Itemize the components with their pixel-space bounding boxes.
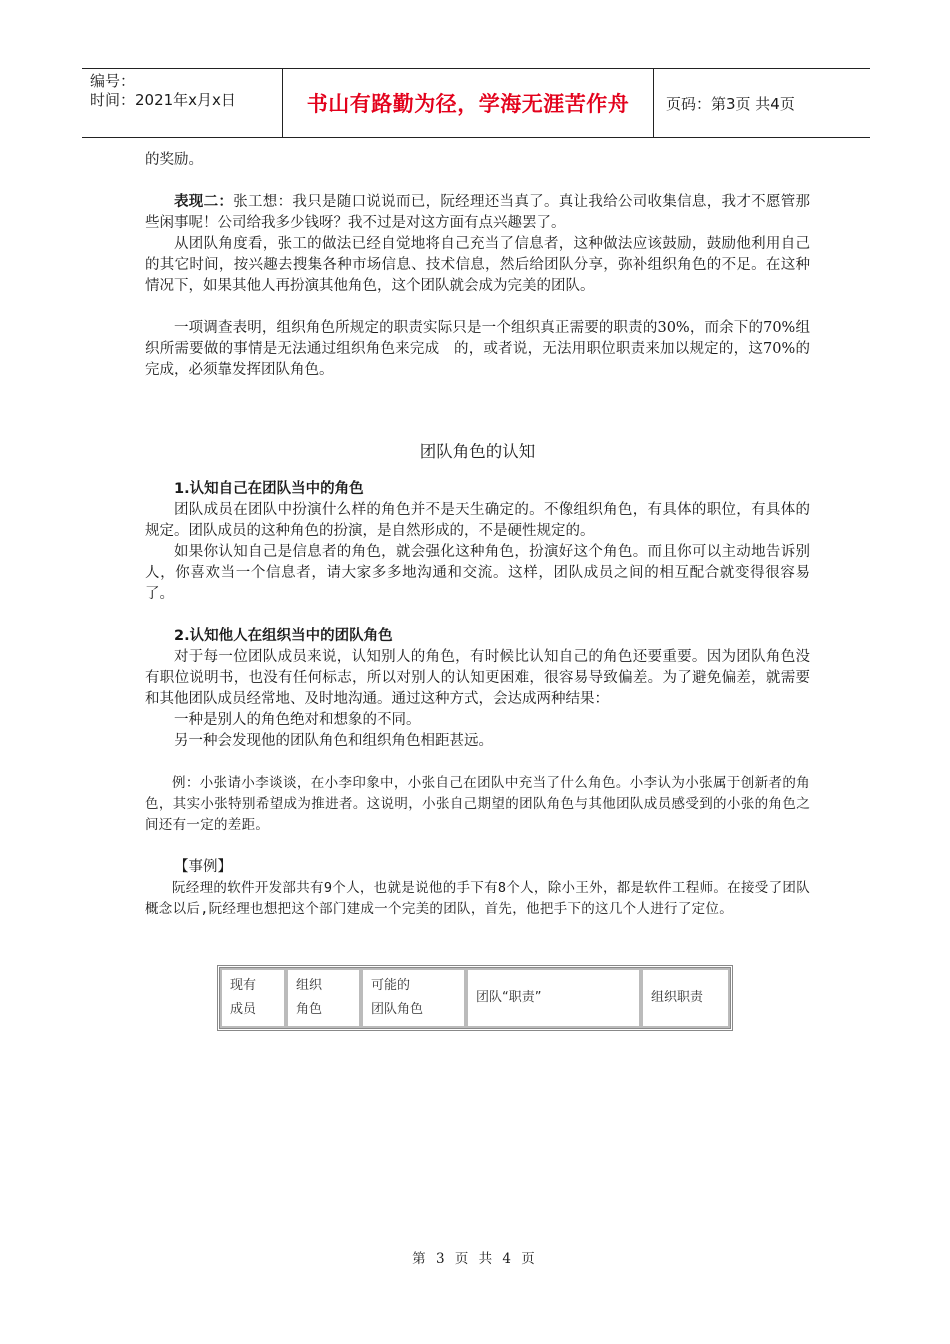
table-header-cell: 组织 角色 — [286, 968, 361, 1028]
table-header-row — [220, 968, 730, 1028]
paragraph-1-body: 张工想：我只是随口说说而已，阮经理还当真了。真让我给公司收集信息，我才不愿管那些闲事呢！公司给我多少钱呀？我不过是对这方面有点兴趣罢了。 — [145, 194, 811, 231]
case-paragraph: 阮经理的软件开发部共有9个人，也就是说他的手下有8个人，除小王外，都是软件工程师。在接受了团队概念以后,阮经理也想把这个部门建成一个完美的团队，首先，他把手下的这几个人进行了定位。 — [145, 880, 810, 917]
paragraph-7: 一种是别人的角色绝对和想象的不同。 — [174, 712, 421, 728]
table-header-cell: 组织职责 — [641, 968, 730, 1028]
section-title: 团队角色的认知 — [419, 442, 536, 461]
example-paragraph: 例：小张请小李谈谈，在小李印象中，小张自己在团队中充当了什么角色。小李认为小张属于创新者的角色，其实小张特别希望成为推进者。这说明，小张自己期望的团队角色与其他团队成员感受到的小张的角色之间还有一定的差距。 — [145, 775, 810, 833]
table-header-cell: 可能的 团队角色 — [361, 968, 466, 1028]
paragraph-4: 团队成员在团队中扮演什么样的角色并不是天生确定的。不像组织角色，有具体的职位，有具体的规定。团队成员的这种角色的扮演，是自然形成的，不是硬性规定的。 — [145, 502, 810, 539]
paragraph-6: 对于每一位团队成员来说，认知别人的角色，有时候比认知自己的角色还要重要。因为团队角色没有职位说明书，也没有任何标志，所以对别人的认知更困难，很容易导致偏差。为了避免偏差，就需要和其他团队成员经常地、及时地沟通。通过这种方式，会达成两种结果： — [145, 649, 810, 707]
page-footer: 第 3 页 共 4 页 — [412, 1251, 538, 1267]
roles-table — [217, 965, 733, 1031]
table-header-cell: 团队“职责” — [466, 968, 641, 1028]
document-body — [145, 150, 810, 920]
case-label: 【事例】 — [174, 859, 232, 875]
header-motto-cell — [282, 69, 654, 137]
time-label: 时间：2021年x月x日 — [90, 91, 236, 109]
subheading-1: 1.认知自己在团队当中的角色 — [174, 481, 364, 497]
header-motto: 书山有路勤为径，学海无涯苦作舟 — [306, 92, 630, 116]
table-header-cell: 现有 成员 — [220, 968, 286, 1028]
header-page-label: 页码：第3页 共4页 — [666, 94, 795, 113]
paragraph-8: 另一种会发现他的团队角色和组织角色相距甚远。 — [174, 733, 493, 749]
paragraph-5: 如果你认知自己是信息者的角色，就会强化这种角色，扮演好这个角色。而且你可以主动地告诉别人，你喜欢当一个信息者，请大家多多地沟通和交流。这样，团队成员之间的相互配合就变得很容易了。 — [145, 544, 810, 602]
paragraph-1 — [145, 192, 810, 234]
page-header — [82, 68, 870, 138]
paragraph-0: 的奖励。 — [145, 152, 203, 168]
paragraph-1-lead: 表现二： — [174, 194, 234, 210]
paragraph-2: 从团队角度看，张工的做法已经自觉地将自己充当了信息者，这种做法应该鼓励，鼓励他利用自己的其它时间，按兴趣去搜集各种市场信息、技术信息，然后给团队分享，弥补组织角色的不足。在这种情况下，如果其他人再扮演其他角色，这个团队就会成为完美的团队。 — [145, 236, 810, 294]
paragraph-3: 一项调查表明，组织角色所规定的职责实际只是一个组织真正需要的职责的30%，而余下的70%组织所需要做的事情是无法通过组织角色来完成 的，或者说，无法用职位职责来加以规定的，这70%的完成，必须靠发挥团队角色。 — [145, 320, 810, 378]
subheading-2: 2.认知他人在组织当中的团队角色 — [174, 628, 393, 644]
header-meta — [82, 69, 282, 137]
number-label: 编号： — [90, 72, 136, 90]
